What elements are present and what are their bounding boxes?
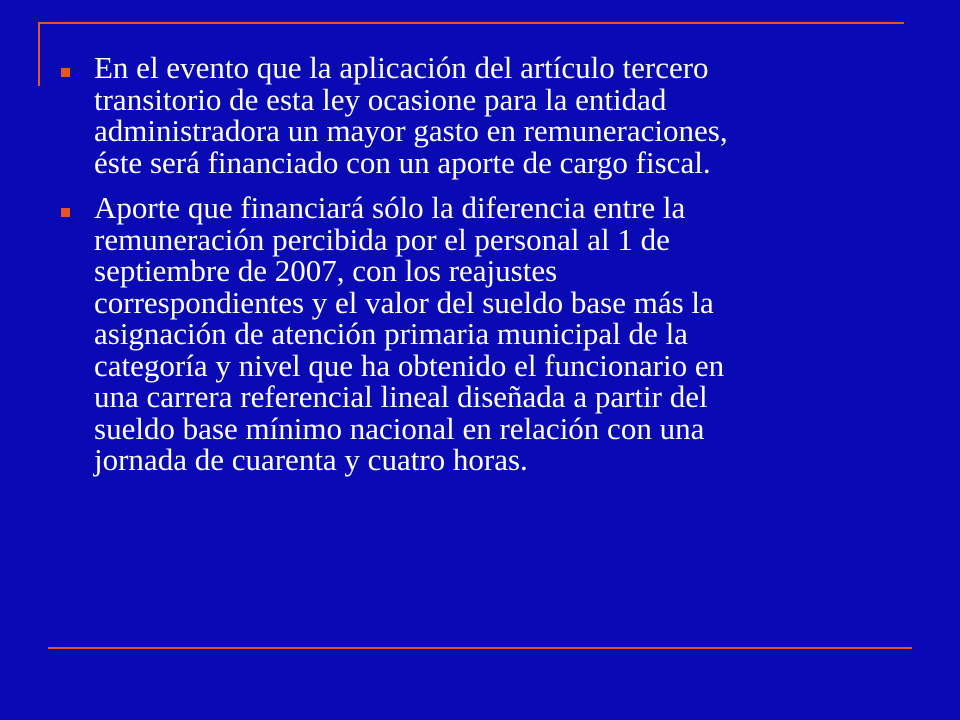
bullet-text-2: Aporte que financiará sólo la diferencia entre la remuneración percibida por el personal al 1 de septiembre de 2007, con los reajustes correspondientes y el valor del sueldo base más la asignación de atención primaria municipal de la categoría y nivel que ha obtenido el funcionario en una carrera referencial lineal diseñada a partir del sueldo base mínimo nacional en relación con una jornada de cuarenta y cuatro horas. — [94, 190, 725, 477]
square-bullet-icon — [61, 68, 70, 77]
bullet-item-2 — [56, 192, 916, 476]
bottom-divider-line — [48, 647, 912, 649]
bullet-text-1: En el evento que la aplicación del artículo tercero transitorio de esta ley ocasione para la entidad administradora un mayor gasto en remuneraciones, éste será financiado con un aporte de cargo fiscal. — [94, 50, 728, 180]
top-divider-line — [38, 22, 904, 24]
bullet-list — [56, 52, 916, 490]
bullet-item-1 — [56, 52, 916, 178]
square-bullet-icon — [61, 208, 70, 217]
left-accent-line — [38, 22, 40, 86]
